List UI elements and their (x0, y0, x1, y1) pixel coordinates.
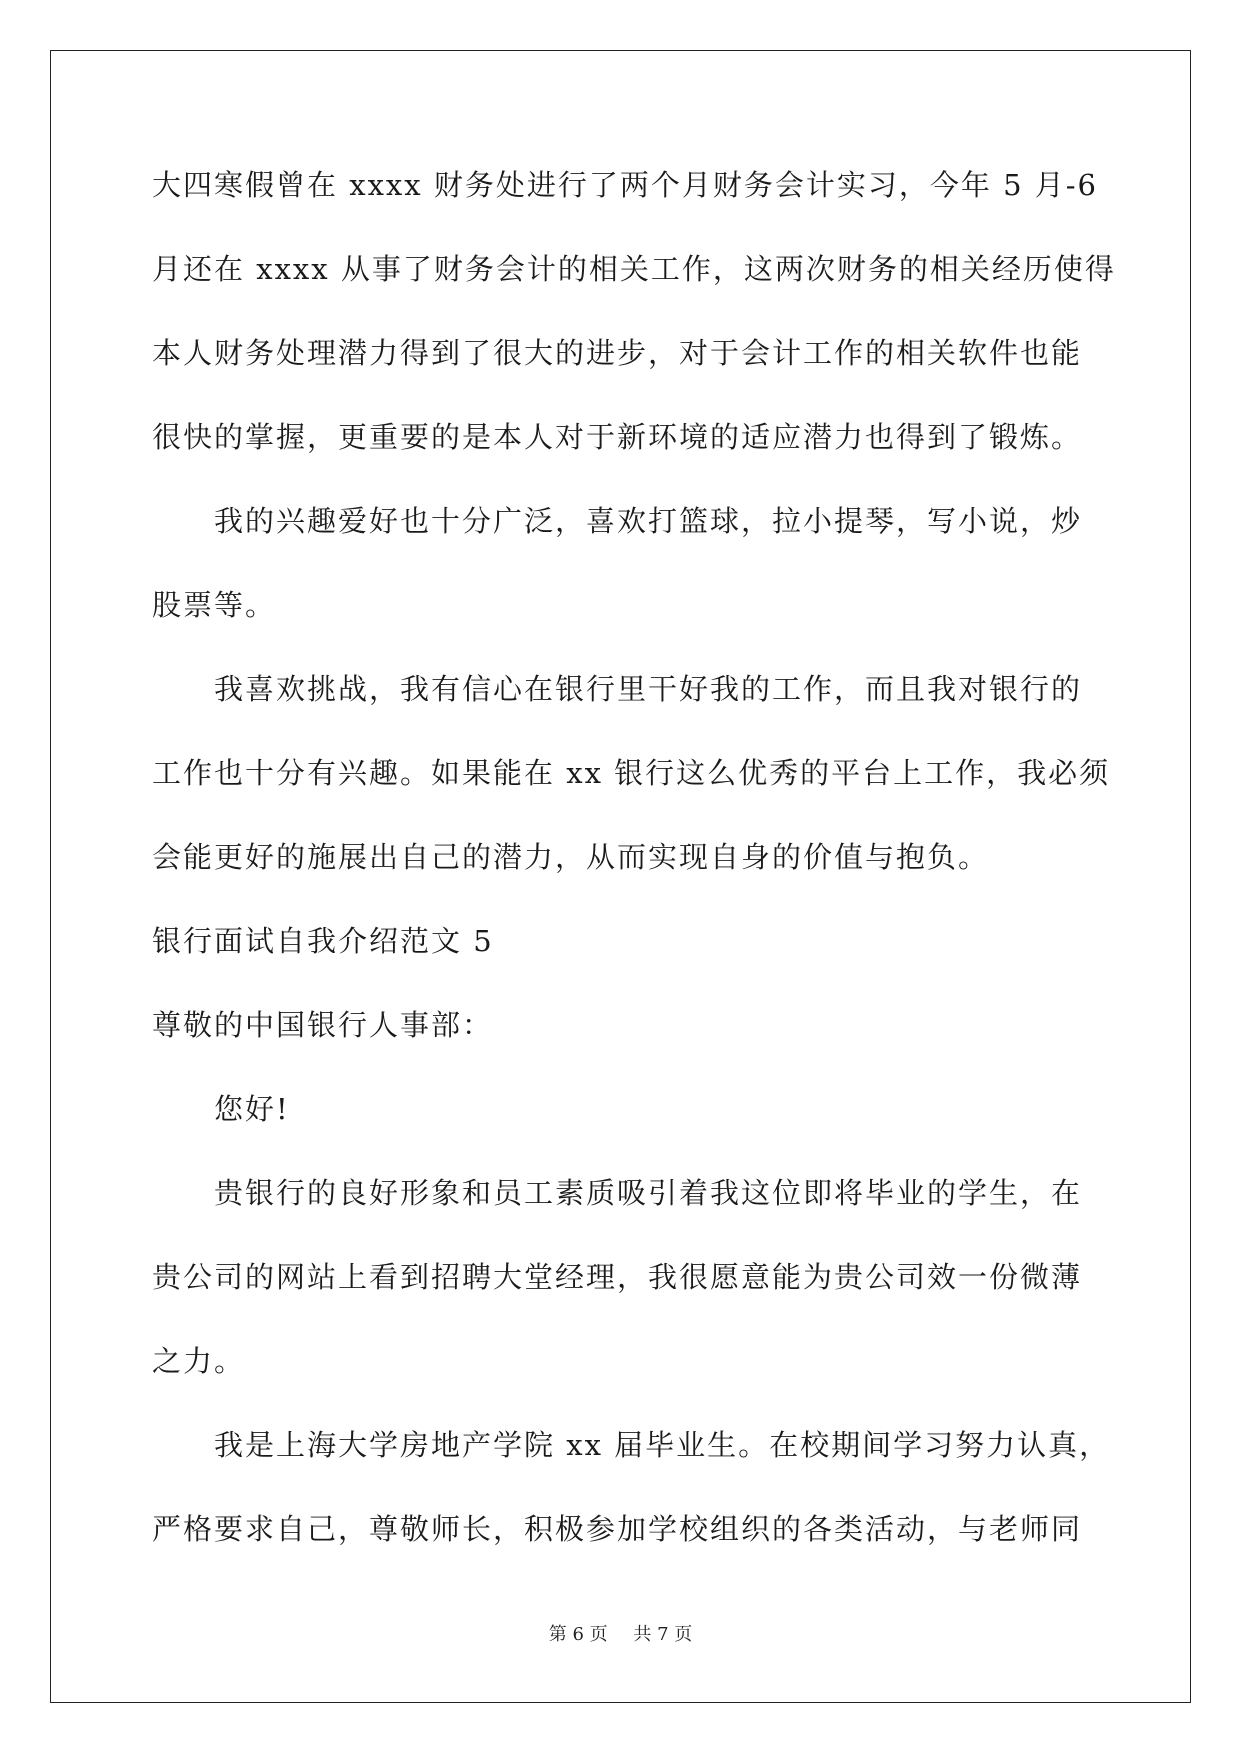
text-line: 本人财务处理潜力得到了很大的进步，对于会计工作的相关软件也能 (152, 336, 1083, 370)
text-line: 我的兴趣爱好也十分广泛，喜欢打篮球，拉小提琴，写小说，炒 (214, 504, 1083, 538)
text-line: 很快的掌握，更重要的是本人对于新环境的适应潜力也得到了锻炼。 (152, 420, 1083, 454)
section-heading: 银行面试自我介绍范文 5 (152, 924, 494, 958)
text-line: 之力。 (152, 1344, 246, 1378)
text-line: 工作也十分有兴趣。如果能在 xx 银行这么优秀的平台上工作，我必须 (152, 756, 1111, 790)
page-footer (0, 1620, 1241, 1646)
page-number: 第 6 页 (548, 1624, 608, 1645)
page-total: 共 7 页 (633, 1624, 693, 1645)
salutation: 尊敬的中国银行人事部： (152, 1008, 494, 1042)
text-line: 月还在 xxxx 从事了财务会计的相关工作，这两次财务的相关经历使得 (152, 252, 1116, 286)
text-line: 严格要求自己，尊敬师长，积极参加学校组织的各类活动，与老师同 (152, 1512, 1083, 1546)
text-line: 会能更好的施展出自己的潜力，从而实现自身的价值与抱负。 (152, 840, 990, 874)
text-line: 贵银行的良好形象和员工素质吸引着我这位即将毕业的学生，在 (214, 1176, 1083, 1210)
text-line: 我是上海大学房地产学院 xx 届毕业生。在校期间学习努力认真， (214, 1428, 1111, 1462)
text-line: 我喜欢挑战，我有信心在银行里干好我的工作，而且我对银行的 (214, 672, 1083, 706)
document-body (152, 163, 1116, 1591)
text-line: 贵公司的网站上看到招聘大堂经理，我很愿意能为贵公司效一份微薄 (152, 1260, 1083, 1294)
text-line: 大四寒假曾在 xxxx 财务处进行了两个月财务会计实习，今年 5 月-6 (152, 168, 1098, 202)
text-line: 股票等。 (152, 588, 277, 622)
greeting: 您好! (214, 1092, 290, 1126)
